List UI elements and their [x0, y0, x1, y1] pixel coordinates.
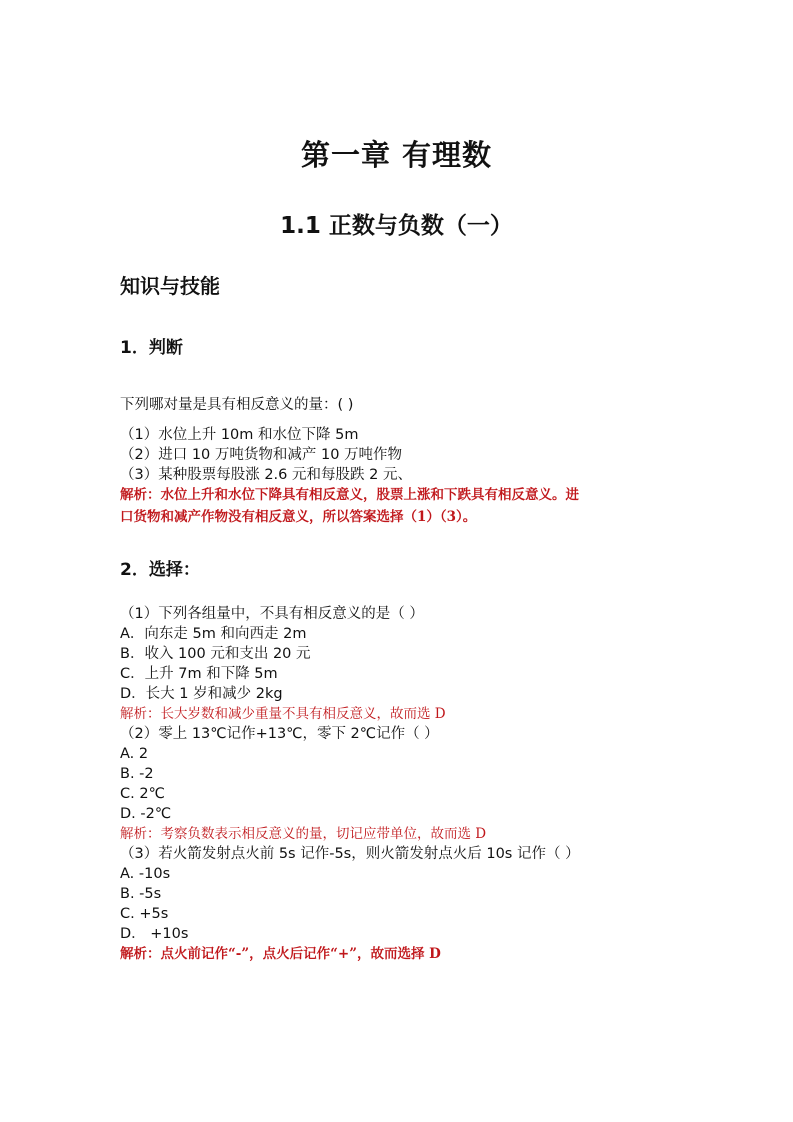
q2-p3-answer: 解析：点火前记作“-”，点火后记作“+”，故而选择 D — [120, 946, 441, 962]
q2-p2-stem: （2）零上 13℃记作+13℃，零下 2℃记作（ ） — [120, 726, 439, 742]
q2-p2-option: C. 2℃ — [120, 786, 165, 802]
section-title: 1.1 正数与负数（一） — [280, 213, 513, 239]
q1-item: （2）进口 10 万吨货物和减产 10 万吨作物 — [120, 447, 403, 463]
q2-p3-option: D． +10s — [120, 926, 189, 942]
q2-heading: 2．选择： — [120, 560, 200, 580]
q1-stem: 下列哪对量是具有相反意义的量：( ) — [120, 397, 354, 413]
q2-p3-stem: （3）若火箭发射点火前 5s 记作-5s，则火箭发射点火后 10s 记作（ ） — [120, 846, 580, 862]
q2-p1-option: D．长大 1 岁和减少 2kg — [120, 686, 283, 702]
q1-answer-line: 解析：水位上升和水位下降具有相反意义，股票上涨和下跌具有相反意义。进 — [120, 487, 579, 503]
q2-p3-option: B. -5s — [120, 886, 162, 902]
q2-p3-option: C. +5s — [120, 906, 169, 922]
q1-item: （3）某种股票每股涨 2.6 元和每股跌 2 元、 — [120, 467, 412, 483]
q1-answer-line: 口货物和减产作物没有相反意义，所以答案选择（1）（3）。 — [120, 509, 477, 525]
q2-p3-option: A. -10s — [120, 866, 171, 882]
q2-p1-option: B．收入 100 元和支出 20 元 — [120, 646, 311, 662]
q2-p2-option: A. 2 — [120, 746, 149, 762]
q2-p1-option: A．向东走 5m 和向西走 2m — [120, 626, 307, 642]
q2-p2-option: B. -2 — [120, 766, 154, 782]
q1-heading: 1．判断 — [120, 338, 183, 358]
q2-p1-answer: 解析：长大岁数和减少重量不具有相反意义，故而选 D — [120, 706, 446, 722]
q2-p1-option: C．上升 7m 和下降 5m — [120, 666, 278, 682]
chapter-title: 第一章 有理数 — [300, 138, 493, 172]
q2-p2-option: D. -2℃ — [120, 806, 172, 822]
q1-item: （1）水位上升 10m 和水位下降 5m — [120, 427, 359, 443]
q2-p2-answer: 解析：考察负数表示相反意义的量，切记应带单位，故而选 D — [120, 826, 487, 842]
knowledge-heading: 知识与技能 — [120, 274, 220, 298]
q2-p1-stem: （1）下列各组量中，不具有相反意义的是（ ） — [120, 606, 424, 622]
